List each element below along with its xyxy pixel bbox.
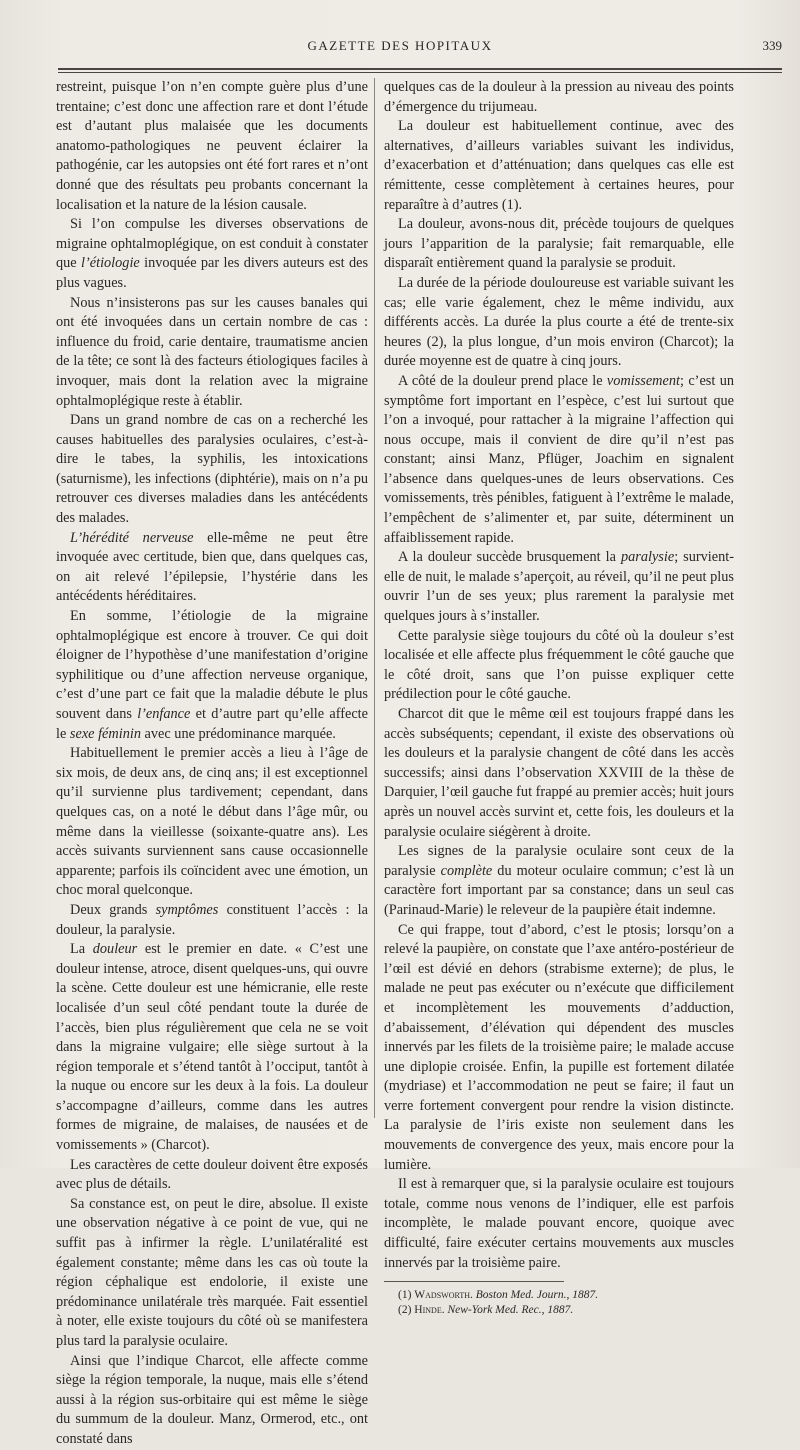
paragraph: Deux grands symptômes constituent l’accès : la douleur, la paralysie. <box>56 901 368 938</box>
paragraph: A la douleur succède brusquement la paralysie; survient-elle de nuit, le malade s’aperçoit, au réveil, qu’il ne peut plus ouvrir l’un de ses yeux; plus rarement la paralysie met quelques jours à s’installer. <box>384 549 734 625</box>
footnote-1: (1) Wadsworth. Boston Med. Journ., 1887. <box>398 1289 599 1302</box>
paragraph: Cette paralysie siège toujours du côté où la douleur s’est localisée et elle affecte plus fréquemment le côté gauche que le côté droit, sans que l’on puisse expliquer cette prédilection pour le côté gauche. <box>384 627 734 703</box>
left-column <box>56 78 368 1450</box>
paragraph: Charcot dit que le même œil est toujours frappé dans les accès subséquents; cependant, il existe des observations où les douleurs et la paralysie changent de côté dans les accès successifs; ainsi dans l’observation XXVIII de la thèse de Darquier, l’œil gauche fut frappé au premier accès; huit jours après un nouvel accès survint et, cette fois, les douleurs et la paralysie oculaire siégèrent à droite. <box>384 706 734 840</box>
paragraph: A côté de la douleur prend place le vomissement; c’est un symptôme fort important en l’espèce, c’est lui surtout que l’on a invoqué, pour rattacher à la migraine l’affection qui nous occupe, mais il convient de dire qu’il n’est pas constant; ainsi Manz, Pflüger, Joachim en signalent l’absence dans quelques-unes de leurs observations. Ces vomissements, très pénibles, fatiguent à l’extrême le malade, l’empêchent de s’alimenter et, par suite, déterminent un affaiblissement rapide. <box>384 372 735 546</box>
paragraph: Les signes de la paralysie oculaire sont ceux de la paralysie complète du moteur oculaire commun; c’est là un caractère fort important par sa constance; dans un seul cas (Parinaud-Marie) le releveur de la paupière était indemne. <box>384 843 734 918</box>
paragraph: L’hérédité nerveuse elle-même ne peut être invoquée avec certitude, bien que, dans quelques cas, on ait relevé l’épilepsie, l’hystérie dans les antécédents héréditaires. <box>56 529 368 605</box>
paragraph: Si l’on compulse les diverses observations de migraine ophtalmoplégique, on est conduit à constater que l’étiologie invoquée par les divers auteurs est des plus vagues. <box>56 216 369 291</box>
paragraph: La douleur, avons-nous dit, précède toujours de quelques jours l’apparition de la paralysie; fait remarquable, elle disparaît entièrement quand la paralysie se produit. <box>384 216 734 272</box>
paragraph: Nous n’insisterons pas sur les causes banales qui ont été invoquées dans un certain nombre de cas : influence du froid, carie dentaire, traumatisme ancien de la tête; ce sont là des facteurs étiologiques faciles à invoquer, mais dont la relation avec la migraine ophtalmoplégique reste à établir. <box>56 294 368 409</box>
paragraph: Il est à remarquer que, si la paralysie oculaire est toujours totale, comme nous venons de l’indiquer, elle est parfois incomplète, le malade pouvant encore, quoique avec difficulté, faire exécuter certains mouvements aux muscles innervés par la troisième paire. <box>384 1176 734 1271</box>
header-rule-thin <box>58 72 782 73</box>
right-column <box>384 78 734 1318</box>
paragraph: La durée de la période douloureuse est variable suivant les cas; elle varie également, chez le même individu, aux différents accès. La durée la plus courte a été de trente-six heures (2), la plus longue, d’un mois environ (Charcot); la durée moyenne est de quatre à cinq jours. <box>384 274 734 370</box>
page-number: 339 <box>762 38 782 53</box>
paragraph: restreint, puisque l’on n’en compte guère plus d’une trentaine; c’est donc une affection rare et dont l’étude est d’autant plus malaisée que les documents anatomo-pathologiques ne peuvent éclairer la pathogénie, car les autopsies ont été fort rares et n’ont donné que des résultats peu probants concernant la localisation et la nature de la lésion causale. <box>56 79 368 213</box>
paragraph: Ce qui frappe, tout d’abord, c’est le ptosis; lorsqu’on a relevé la paupière, on constate que l’axe antéro-postérieur de l’œil est dévié en dehors (strabisme externe); de plus, le malade ne peut pas exécuter ou n’exécute que difficilement et incomplètement les mouvements d’adduction, d’abaissement, d’élévation qui dépendent des muscles innervés par les filets de la troisième paire; le malade accuse une diplopie croisée. Enfin, la pupille est fortement dilatée (mydriase) et l’accommodation ne peut se faire; il faut un verre fortement convergent pour rendre la vision distincte. La paralysie de l’iris existe non seulement dans les mouvements de convergence des yeux, mais encore pour la lumière. <box>384 921 734 1173</box>
paragraph: Sa constance est, on peut le dire, absolue. Il existe une observation négative à ce point de vue, qui ne suffit pas à infirmer la règle. L’unilatéralité est également constante; même dans les cas où toute la région céphalique est endolorie, il existe une prédominance unilatérale très marquée. Fait essentiel à noter, elle existe toujours du côté où se manifestera plus tard la paralysie oculaire. <box>56 1195 368 1349</box>
paragraph: La douleur est le premier en date. « C’est une douleur intense, atroce, disent quelques-uns, qui ouvre la scène. Cette douleur est une hémicranie, elle reste localisée d’un seul côté pendant toute la durée de l’accès, bien plus régulièrement que cela ne se voit dans la migraine vulgaire; elle siège surtout à la région temporale et s’étend tantôt à l’occiput, tantôt à la nuque ou encore sur les deux à la fois. La douleur s’accompagne d’ailleurs, comme dans les autres formes de migraine, de malaises, de nausées et de vomissements » (Charcot). <box>56 941 368 1154</box>
footnote-rule <box>384 1281 564 1282</box>
paragraph: quelques cas de la douleur à la pression au niveau des points d’émergence du trijumeau. <box>384 79 734 115</box>
footnotes <box>384 1288 734 1318</box>
paragraph: La douleur est habituellement continue, avec des alternatives, d’ailleurs variables suivant les individus, d’exacerbation et d’atténuation; dans quelques cas elle est rémittente, cesse complètement à certaines heures, pour reparaître à d’autres (1). <box>384 118 734 213</box>
header-rule <box>58 68 782 70</box>
column-divider <box>374 78 375 1118</box>
paragraph: Dans un grand nombre de cas on a recherché les causes habituelles des paralysies oculaires, c’est-à-dire le tabes, la syphilis, les intoxications (saturnisme), les infections (diphtérie), mais on n’a pu retrouver ces diverses maladies dans les antécédents des malades. <box>56 412 368 527</box>
paragraph: Les caractères de cette douleur doivent être exposés avec plus de détails. <box>56 1156 368 1193</box>
running-title: GAZETTE DES HOPITAUX <box>307 38 493 53</box>
paragraph: Ainsi que l’indique Charcot, elle affecte comme siège la région temporale, la nuque, mais elle s’étend aussi à la région sus-orbitaire qui est même le siège du summum de la douleur. Manz, Ormerod, etc., ont constaté dans <box>56 1352 368 1447</box>
paragraph: Habituellement le premier accès a lieu à l’âge de six mois, de deux ans, de cinq ans; il est exceptionnel qu’il survienne plus tardivement; cependant, dans quelques cas, on a noté le début dans l’âge mûr, ou même dans la vieillesse (soixante-quatre ans). Les accès suivants surviennent sans cause occasionnelle apparente; parfois ils coïncident avec une émotion, un choc moral quelconque. <box>56 745 368 899</box>
paragraph: En somme, l’étiologie de la migraine ophtalmoplégique est encore à trouver. Ce qui doit éloigner de l’hypothèse d’une manifestation d’origine syphilitique ou d’une affection nerveuse organique, c’est d’une part ce fait que la maladie débute le plus souvent dans l’enfance et d’autre part qu’elle affecte le sexe féminin avec une prédominance marquée. <box>56 608 368 742</box>
footnote-2: (2) Hinde. New-York Med. Rec., 1887. <box>398 1304 574 1317</box>
page-header <box>0 38 800 62</box>
